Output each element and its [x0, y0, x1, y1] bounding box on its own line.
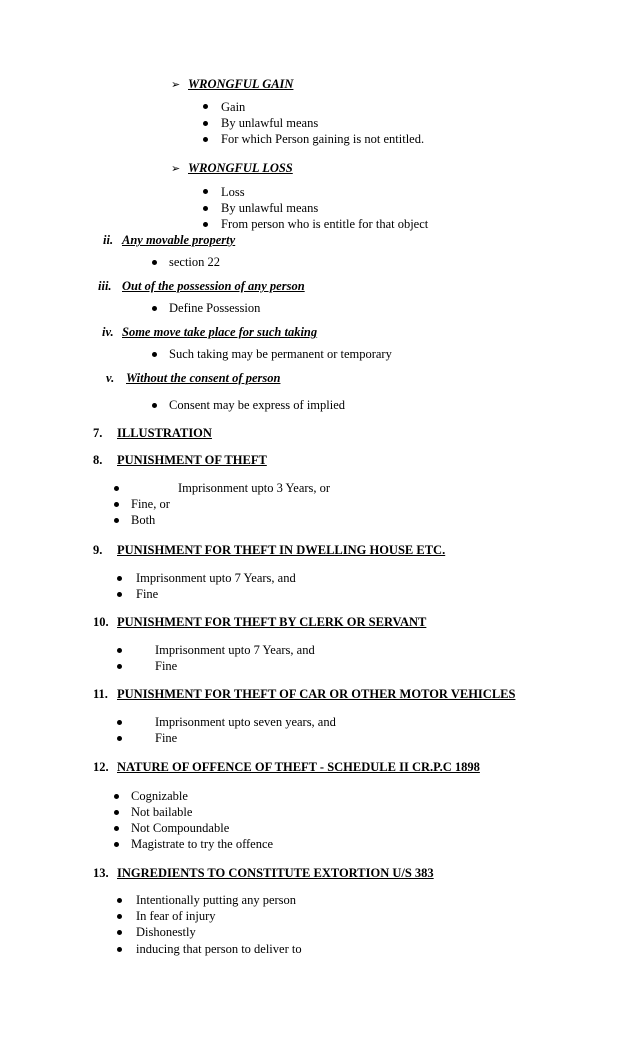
list-item: Not bailable — [131, 805, 193, 819]
motor-vehicles-heading: PUNISHMENT FOR THEFT OF CAR OR OTHER MOTOR VEHICLES — [117, 687, 516, 701]
list-item: Intentionally putting any person — [136, 893, 297, 907]
list-item: Magistrate to try the offence — [131, 837, 274, 851]
punishment-of-theft-heading: PUNISHMENT OF THEFT — [117, 453, 267, 467]
bullet-icon — [114, 518, 119, 523]
section-number: 10. — [93, 615, 109, 629]
bullet-icon — [117, 898, 122, 903]
bullet-icon — [117, 664, 122, 669]
section-number: 11. — [93, 687, 108, 701]
bullet-icon — [203, 222, 208, 227]
bullet-icon — [117, 720, 122, 725]
list-item: In fear of injury — [136, 909, 216, 923]
bullet-icon — [203, 206, 208, 211]
roman-numeral: iii. — [98, 279, 112, 293]
list-item: Fine, or — [131, 497, 170, 511]
illustration-heading: ILLUSTRATION — [117, 426, 212, 440]
extortion-heading: INGREDIENTS TO CONSTITUTE EXTORTION U/S 383 — [117, 866, 434, 880]
clerk-servant-heading: PUNISHMENT FOR THEFT BY CLERK OR SERVANT — [117, 615, 427, 629]
possession-heading: Out of the possession of any person — [122, 279, 305, 293]
list-item: Not Compoundable — [131, 821, 230, 835]
roman-numeral: ii. — [103, 233, 114, 247]
move-taking-heading: Some move take place for such taking — [122, 325, 318, 339]
list-item: Define Possession — [169, 301, 261, 315]
roman-numeral: iv. — [102, 325, 114, 339]
list-item: Fine — [155, 731, 178, 745]
bullet-icon — [152, 352, 157, 357]
bullet-icon — [114, 826, 119, 831]
list-item: Gain — [221, 100, 246, 114]
bullet-icon — [114, 502, 119, 507]
bullet-icon — [114, 486, 119, 491]
section-number: 13. — [93, 866, 109, 880]
list-item: By unlawful means — [221, 201, 319, 215]
list-item: inducing that person to deliver to — [136, 942, 302, 956]
list-item: section 22 — [169, 255, 221, 269]
bullet-icon — [117, 914, 122, 919]
bullet-icon — [152, 403, 157, 408]
roman-numeral: v. — [106, 371, 115, 385]
bullet-icon — [203, 189, 208, 194]
list-item: By unlawful means — [221, 116, 319, 130]
list-item: Imprisonment upto seven years, and — [155, 715, 336, 729]
bullet-icon — [152, 306, 157, 311]
bullet-icon — [117, 930, 122, 935]
consent-heading: Without the consent of person — [126, 371, 281, 385]
bullet-icon — [203, 104, 208, 109]
bullet-icon — [114, 810, 119, 815]
section-number: 8. — [93, 453, 103, 467]
bullet-icon — [114, 794, 119, 799]
bullet-icon — [117, 648, 122, 653]
list-item: Consent may be express of implied — [169, 398, 346, 412]
list-item: Both — [131, 513, 156, 527]
nature-of-offence-heading: NATURE OF OFFENCE OF THEFT - SCHEDULE II CR.P.C 1898 — [117, 760, 480, 774]
list-item: Dishonestly — [136, 925, 196, 939]
list-item: Fine — [136, 587, 159, 601]
list-item: Imprisonment upto 3 Years, or — [178, 481, 331, 495]
bullet-icon — [117, 736, 122, 741]
section-number: 7. — [93, 426, 103, 440]
section-number: 12. — [93, 760, 109, 774]
list-item: Cognizable — [131, 789, 188, 803]
list-item: From person who is entitle for that object — [221, 217, 429, 231]
arrow-bullet-icon: ➢ — [171, 78, 181, 91]
list-item: Loss — [221, 185, 245, 199]
dwelling-house-heading: PUNISHMENT FOR THEFT IN DWELLING HOUSE ETC. — [117, 543, 446, 557]
any-movable-property-heading: Any movable property — [122, 233, 236, 247]
bullet-icon — [117, 576, 122, 581]
wrongful-loss-heading: WRONGFUL LOSS — [188, 161, 293, 175]
list-item: Imprisonment upto 7 Years, and — [155, 643, 315, 657]
bullet-icon — [114, 842, 119, 847]
list-item: Fine — [155, 659, 178, 673]
bullet-icon — [203, 121, 208, 126]
section-number: 9. — [93, 543, 103, 557]
bullet-icon — [117, 592, 122, 597]
bullet-icon — [203, 137, 208, 142]
list-item: For which Person gaining is not entitled. — [221, 132, 425, 146]
bullet-icon — [152, 260, 157, 265]
wrongful-gain-heading: WRONGFUL GAIN — [188, 77, 294, 91]
bullet-icon — [117, 947, 122, 952]
arrow-bullet-icon: ➢ — [171, 162, 181, 175]
list-item: Such taking may be permanent or temporary — [169, 347, 392, 361]
list-item: Imprisonment upto 7 Years, and — [136, 571, 296, 585]
